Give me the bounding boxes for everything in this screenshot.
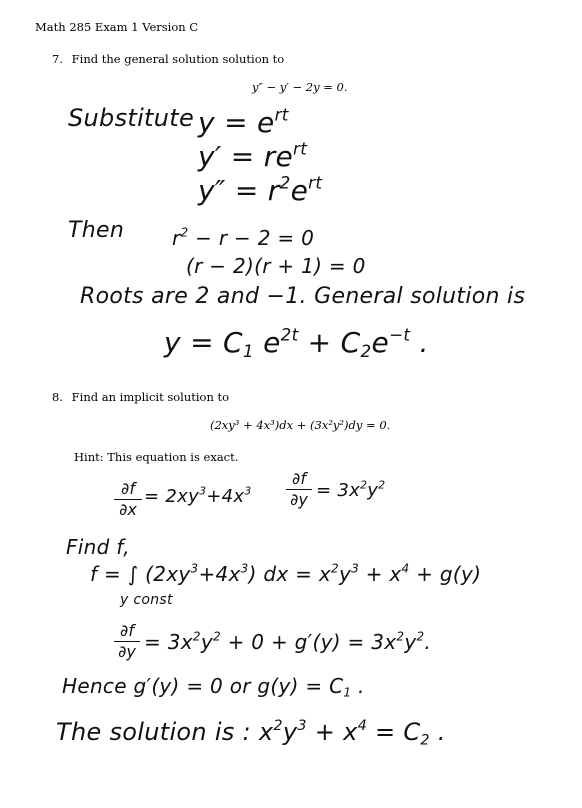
problem-8-prompt [52,390,229,404]
integral-line: f = ∫ $(2xy^3+4x^3)$ dx = $x^2y^3 + x^4 + g(y)$ [90,561,482,586]
partial-f-partial-y: ∂f ∂y [286,470,312,509]
characteristic-equation: $r^2 - r - 2 = 0$ [172,225,315,250]
partial-fy-rhs: = $3x^2y^2$ [316,478,386,501]
partial-f-partial-x: ∂f ∂x [114,480,142,519]
substitution-line-3: $y'' = r^2e^{rt}$ [198,172,323,207]
substitution-line-2: $y' = re^{rt}$ [198,138,308,173]
problem-8-equation: (2xy³ + 4x³)dx + (3x²y²)dy = 0. [210,418,391,432]
partial-f-partial-y-2: ∂f ∂y [114,622,140,661]
problem-8-hint: Hint: This equation is exact. [74,450,239,464]
factored-equation: (r − 2)(r + 1) = 0 [186,254,366,278]
substitute-label: Substitute [68,104,195,132]
page-header: Math 285 Exam 1 Version C [35,20,199,34]
integral-subscript: y const [120,592,173,608]
problem-8-prompt-text: Find an implicit solution to [71,390,230,404]
problem-7-prompt [52,52,284,66]
roots-statement: Roots are 2 and −1. General solution is [80,284,526,309]
find-f-label: Find f, [66,535,130,559]
problem-7-number: 7. [52,52,63,66]
substitution-line-1: $y = e^{rt}$ [198,104,289,139]
differentiation-line: = $3x^2y^2 + 0 + g'(y) = 3x^2y^2$. [144,629,432,654]
partial-fx-rhs: = $2xy^3+4x^3$ [144,484,252,507]
then-label: Then [68,218,125,243]
problem-7-equation: y″ − y′ − 2y = 0. [252,80,348,94]
solution-line: The solution is : $x^2y^3 + x^4 = C_2$ . [56,717,446,749]
problem-7-prompt-text: Find the general solution solution to [71,52,285,66]
general-solution: $y = C_1$ $e^{2t} + C_2e^{-t}$ . [164,324,429,362]
problem-8-number: 8. [52,390,63,404]
hence-line: Hence g′(y) = 0 or $g(y) = C_1$ . [62,674,365,700]
